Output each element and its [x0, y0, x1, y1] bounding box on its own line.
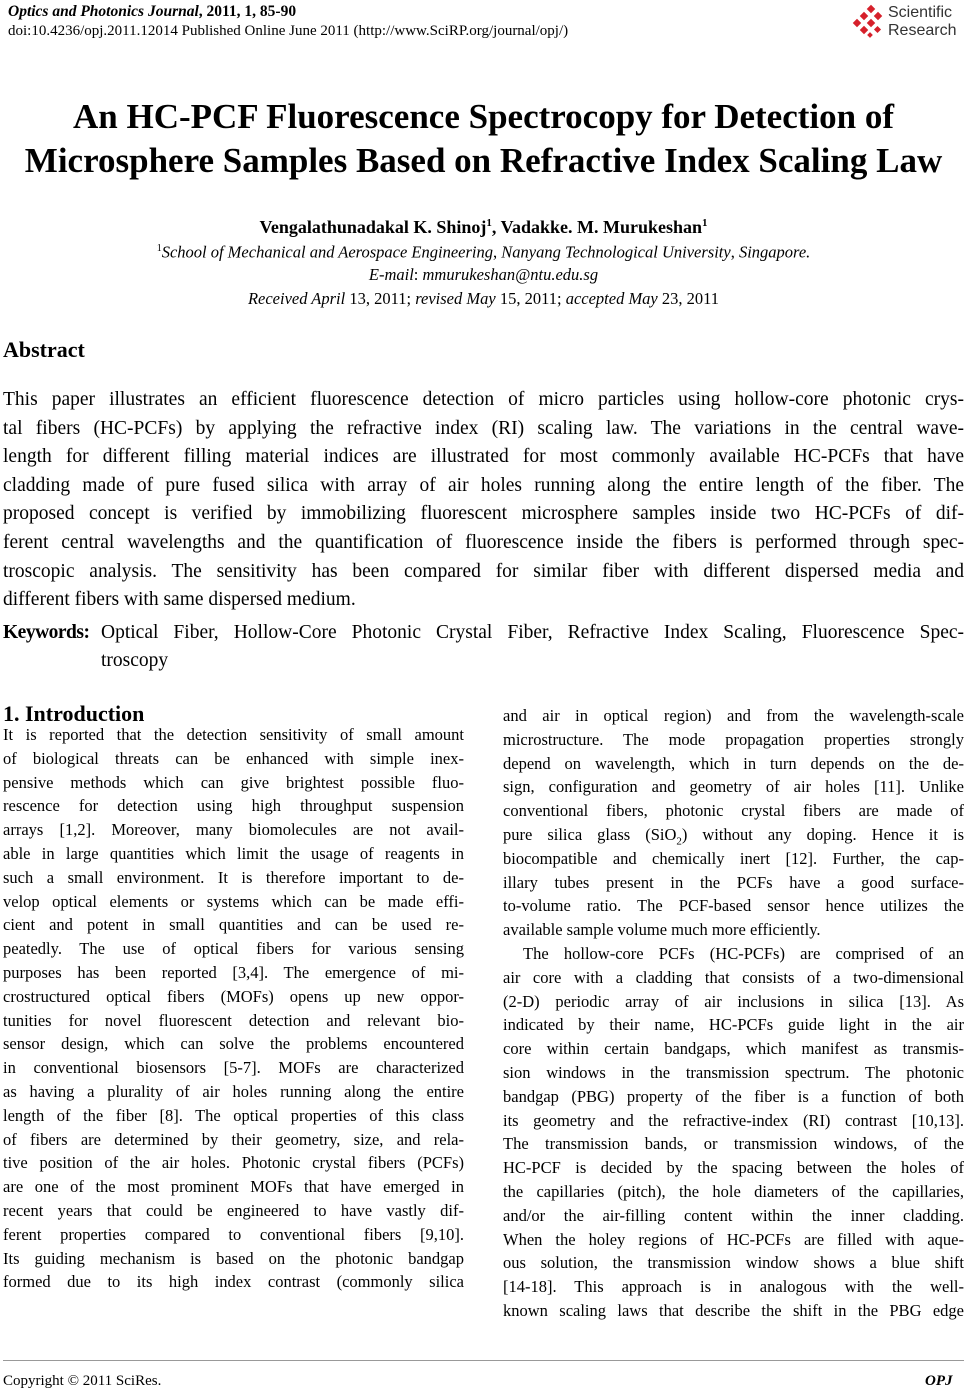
title-line-2: Microsphere Samples Based on Refractive Index Scaling Law [24, 141, 943, 180]
sio2-pre: pure silica glass (SiO [503, 824, 677, 844]
email-address: mmurukeshan@ntu.edu.sg [422, 265, 599, 284]
body-line: cient and potent in small quantities and can be used re- [3, 915, 464, 935]
abstract-line: length for different filling material indices are illustrated for most commonly available HC-PCFs that have [3, 446, 964, 468]
abstract-line: troscopic analysis. The sensitivity has been compared for similar fiber with different dispersed media and [3, 560, 964, 582]
body-line-sio2 [503, 823, 964, 847]
author-2-affil: 1 [702, 217, 708, 229]
sio2-post: ) without any doping. Hence it is [681, 824, 964, 844]
keywords-text [101, 619, 964, 675]
email-label: E-mail [368, 265, 414, 284]
body-line: the capillaries (pitch), the hole diameters of the capillaries, [503, 1181, 964, 1201]
publisher-logo-text [888, 4, 956, 40]
body-line: rescence for detection using high throughput suspension [3, 796, 464, 816]
body-line: core within certain bandgaps, which manifest as transmis- [503, 1039, 964, 1059]
author-1-affil: 1 [486, 217, 492, 229]
body-line: HC-PCF is decided by the spacing between the holes of [503, 1158, 964, 1178]
body-line: such a small environment. It is therefore important to de- [3, 867, 464, 887]
body-line: arrays [1,2]. Moreover, many biomolecules are not avail- [3, 820, 464, 840]
body-line: length of the fiber [8]. The optical properties of this class [3, 1105, 464, 1125]
body-line: are one of the most prominent MOFs that have emerged in [3, 1177, 464, 1197]
sio2-subscript: 2 [676, 835, 682, 848]
abstract-line: This paper illustrates an efficient fluorescence detection of micro particles using hollow-core photonic crys- [3, 389, 964, 410]
logo-line1: Scientific [888, 4, 953, 21]
body-line: sion windows in the transmission spectrum. The photonic [503, 1062, 964, 1082]
affil-marker: 1 [156, 243, 162, 254]
email-line: E-mail: mmurukeshan@ntu.edu.sg [368, 265, 599, 284]
body-line: as having a plurality of air holes running along the entire [3, 1081, 464, 1101]
body-line: depend on wavelength, which in turn depends on the de- [503, 753, 964, 773]
accepted-date: 23, 2011 [657, 289, 720, 308]
body-line: indicated by their name, HC-PCFs guide light in the air [503, 1015, 964, 1035]
body-line: The transmission bands, or transmission windows, of the [503, 1134, 964, 1154]
received-date: 13, 2011; [345, 289, 416, 308]
body-line: velop optical elements or systems which can be made effi- [3, 891, 464, 911]
body-line: microstructure. The mode propagation properties strongly [503, 729, 964, 749]
affil-university: Nanyang Technological University [501, 242, 731, 262]
footer-copyright: Copyright © 2011 SciRes. [3, 1373, 162, 1389]
keywords-label: Keywords: [3, 622, 90, 643]
body-line: its geometry and the refractive-index (RI) contrast [10,13]. [503, 1110, 964, 1130]
abstract-heading: Abstract [3, 337, 85, 362]
body-line: formed due to its high index contrast (commonly silica [3, 1272, 464, 1292]
body-line: tive position of the air holes. Photonic crystal fibers (PCFs) [3, 1153, 464, 1173]
received-dates [0, 288, 967, 309]
body-line: in conventional biosensors [5-7]. MOFs are characterized [3, 1058, 464, 1078]
author-2: Vadakke. M. Murukeshan [500, 217, 702, 237]
abstract-line: cladding made of pure fused silica with array of air holes running along the entire length of the fiber. The [3, 474, 964, 496]
body-line: When the holey regions of HC-PCFs are filled with aque- [503, 1229, 964, 1249]
body-line: known scaling laws that describe the shift in the PBG edge [503, 1300, 964, 1320]
body-line: and/or the air-filling content within the inner cladding. [503, 1205, 964, 1225]
body-line: sign, configuration and geometry of air holes [11]. Unlike [503, 777, 964, 797]
author-separator: , [491, 217, 501, 237]
body-line: Its guiding mechanism is based on the photonic bandgap [3, 1248, 464, 1268]
abstract-line: ferent central wavelengths and the quantification of fluorescence inside the fibers is performed through spec- [3, 531, 964, 553]
revised-label: revised May [415, 289, 496, 308]
paper-title [0, 95, 967, 183]
body-line: to-volume ratio. The PCF-based sensor hence utilizes the [503, 896, 964, 916]
body-line: peatedly. The use of optical fibers for various sensing [3, 939, 464, 959]
revised-date: 15, 2011; [495, 289, 566, 308]
body-line: of biological threats can be enhanced with simple inex- [3, 748, 464, 768]
journal-citation [8, 3, 296, 21]
body-line: sensor design, which can solve the problems encountered [3, 1034, 464, 1054]
accepted-label: accepted May [565, 289, 658, 308]
publisher-logo [852, 4, 966, 40]
keywords-line: Optical Fiber, Hollow-Core Photonic Crystal Fiber, Refractive Index Scaling, Fluorescence Spec- [101, 622, 964, 643]
affil-school: School of Mechanical and Aerospace Engineering [161, 242, 493, 262]
received-label: Received April [247, 289, 346, 308]
affil-country: Singapore. [738, 242, 811, 262]
body-line: and air in optical region) and from the wavelength-scale [503, 706, 964, 725]
footer-divider [3, 1360, 964, 1361]
body-line: [14-18]. This approach is in analogous with the well- [503, 1277, 964, 1297]
body-line: biocompatible and chemically inert [12]. Further, the cap- [503, 848, 964, 868]
abstract-line: different fibers with same dispersed medium. [3, 589, 356, 611]
intro-column-right [503, 704, 964, 1323]
body-line: able in large quantities which limit the usage of reagents in [3, 843, 464, 863]
body-line: recent years that could be engineered to have vastly dif- [3, 1200, 464, 1220]
intro-column-left [3, 723, 464, 1294]
author-list [0, 211, 967, 239]
body-line: pensive methods which can give brightest possible fluo- [3, 772, 464, 792]
body-line: ferent properties compared to conventional fibers [9,10]. [3, 1224, 464, 1244]
footer-journal-abbr: OPJ [925, 1373, 953, 1389]
body-line: ous solution, the transmission window shows a blue shift [503, 1253, 964, 1273]
body-line: tunities for novel fluorescent detection and relevant bio- [3, 1010, 464, 1030]
body-line: (2-D) periodic array of air inclusions in silica [13]. As [503, 991, 964, 1011]
section-heading-introduction: 1. Introduction [3, 701, 145, 726]
body-line: It is reported that the detection sensitivity of small amount [3, 725, 464, 744]
abstract-body [3, 386, 964, 615]
body-line: available sample volume much more efficiently. [503, 920, 821, 940]
affiliation: $^1$School of Mechanical and Aerospace Engineering, Nanyang Technological University, Singapore. [156, 242, 811, 262]
body-line: of fibers are determined by their geometry, size, and rela- [3, 1129, 464, 1149]
logo-line2: Research [888, 22, 957, 39]
body-line: bandgap (PBG) property of the fiber is a function of both [503, 1086, 964, 1106]
body-line: conventional fibers, photonic crystal fibers are made of [503, 801, 964, 821]
journal-issue: , 2011, 1, 85-90 [198, 3, 297, 20]
body-line: crostructured optical fibers (MOFs) opens up new oppor- [3, 986, 464, 1006]
abstract-line: tal fibers (HC-PCFs) by applying the refractive index (RI) scaling law. The variations in the central wave- [3, 417, 964, 439]
title-line-1: An HC-PCF Fluorescence Spectrocopy for Detection of [72, 97, 894, 136]
abstract-line: proposed concept is verified by immobilizing fluorescent microsphere samples inside two HC-PCFs of dif- [3, 503, 964, 525]
doi-line: doi:10.4236/opj.2011.12014 Published Online June 2011 (http://www.SciRP.org/journal/opj/) [8, 23, 569, 39]
keywords-line: troscopy [101, 650, 169, 671]
journal-name: Optics and Photonics Journal [8, 3, 199, 20]
body-line: air core with a cladding that consists of a two-dimensional [503, 967, 964, 987]
body-line: illary tubes present in the PCFs have a good surface- [503, 872, 964, 892]
author-1: Vengalathunadakal K. Shinoj [259, 217, 487, 237]
publisher-logo-icon [852, 4, 886, 40]
body-line: purposes has been reported [3,4]. The emergence of mi- [3, 962, 464, 982]
body-line: The hollow-core PCFs (HC-PCFs) are comprised of an [523, 943, 964, 963]
